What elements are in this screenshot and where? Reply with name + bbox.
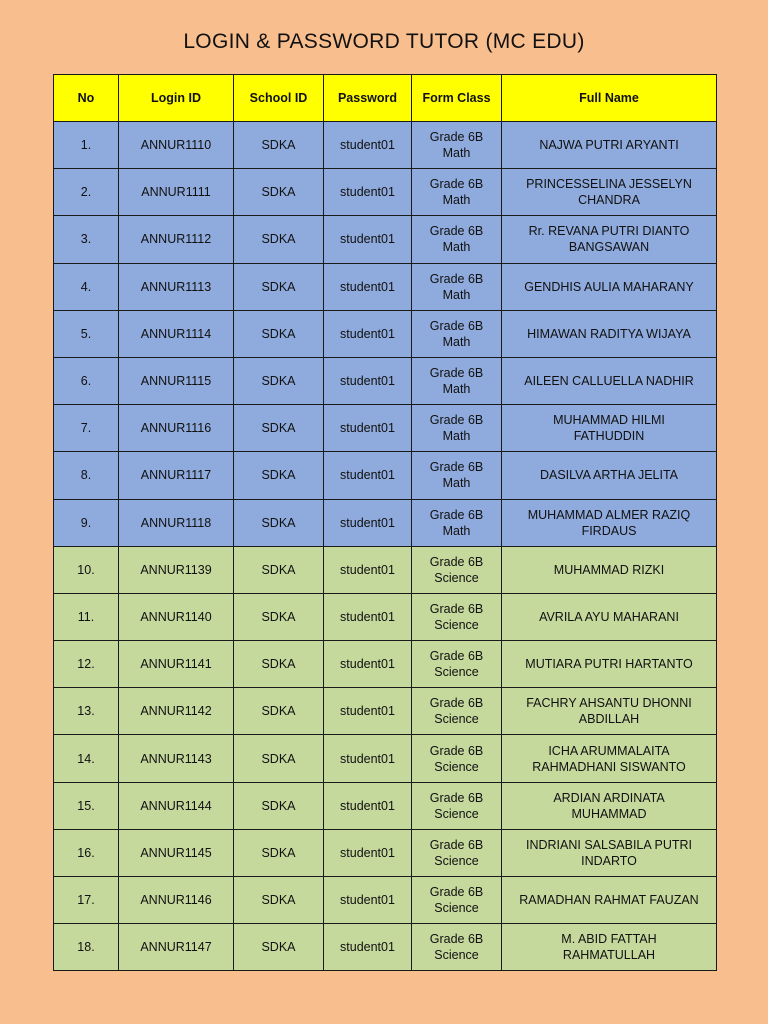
full-name-line: MUHAMMAD ALMER RAZIQ [527,507,691,522]
full-name [502,782,717,829]
full-name [502,829,717,876]
login-table [53,74,717,971]
school-id: SDKA [234,263,324,310]
password: student01 [324,641,412,688]
login-id: ANNUR1142 [119,688,234,735]
row-number: 2. [54,169,119,216]
form-class-line: Math [442,146,471,161]
full-name-line: MUHAMMAD [571,806,647,821]
form-class-line: Grade 6B [429,932,484,947]
full-name [502,263,717,310]
table-row [54,877,717,924]
full-name-line: Rr. REVANA PUTRI DIANTO [528,224,690,239]
form-class-line: Science [434,712,479,727]
password: student01 [324,877,412,924]
full-name [502,546,717,593]
form-class-line: Math [442,193,471,208]
password: student01 [324,357,412,404]
full-name-line: ABDILLAH [578,712,640,727]
header-form-class: Form Class [412,75,502,122]
header-no: No [54,75,119,122]
password: student01 [324,169,412,216]
school-id: SDKA [234,452,324,499]
form-class-line: Science [434,665,479,680]
password: student01 [324,452,412,499]
row-number: 6. [54,357,119,404]
full-name-line: MUHAMMAD HILMI [553,413,665,428]
full-name-line: BANGSAWAN [568,240,650,255]
table-header-row [54,75,717,122]
table-row [54,735,717,782]
full-name-line: RAMADHAN RAHMAT FAUZAN [519,893,699,908]
table-row [54,169,717,216]
school-id: SDKA [234,829,324,876]
row-number: 14. [54,735,119,782]
form-class-line: Science [434,759,479,774]
table-body [54,122,717,971]
form-class-line: Grade 6B [429,130,484,145]
school-id: SDKA [234,735,324,782]
form-class-line: Grade 6B [429,318,484,333]
login-id: ANNUR1111 [119,169,234,216]
form-class-line: Math [442,334,471,349]
full-name-line: DASILVA ARTHA JELITA [539,468,679,483]
full-name [502,169,717,216]
full-name [502,405,717,452]
header-full-name: Full Name [502,75,717,122]
full-name-line: MUTIARA PUTRI HARTANTO [525,657,693,672]
row-number: 12. [54,641,119,688]
form-class-line: Science [434,853,479,868]
full-name [502,735,717,782]
form-class-line: Grade 6B [429,177,484,192]
header-school-id: School ID [234,75,324,122]
login-id: ANNUR1145 [119,829,234,876]
full-name-line: CHANDRA [578,193,640,208]
full-name [502,216,717,263]
form-class-line: Grade 6B [429,837,484,852]
form-class [412,546,502,593]
row-number: 13. [54,688,119,735]
page-title: LOGIN & PASSWORD TUTOR (MC EDU) [183,30,585,53]
table-row [54,310,717,357]
form-class [412,357,502,404]
school-id: SDKA [234,877,324,924]
password: student01 [324,593,412,640]
form-class-line: Math [442,429,471,444]
row-number: 10. [54,546,119,593]
form-class-line: Math [442,240,471,255]
form-class-line: Grade 6B [429,366,484,381]
full-name-line: ARDIAN ARDINATA [553,790,665,805]
full-name-line: PRINCESSELINA JESSELYN [526,177,692,192]
form-class-line: Science [434,617,479,632]
table-row [54,216,717,263]
password: student01 [324,829,412,876]
form-class [412,877,502,924]
school-id: SDKA [234,122,324,169]
form-class-line: Grade 6B [429,507,484,522]
form-class-line: Grade 6B [429,743,484,758]
row-number: 4. [54,263,119,310]
row-number: 18. [54,924,119,971]
form-class-line: Grade 6B [429,885,484,900]
form-class [412,688,502,735]
login-id: ANNUR1144 [119,782,234,829]
table-row [54,829,717,876]
full-name-line: ICHA ARUMMALAITA [548,743,670,758]
login-id: ANNUR1118 [119,499,234,546]
login-id: ANNUR1117 [119,452,234,499]
row-number: 16. [54,829,119,876]
form-class-line: Math [442,287,471,302]
form-class-line: Science [434,901,479,916]
school-id: SDKA [234,405,324,452]
school-id: SDKA [234,310,324,357]
school-id: SDKA [234,593,324,640]
full-name-line: RAHMATULLAH [562,948,656,963]
form-class [412,924,502,971]
full-name-line: AVRILA AYU MAHARANI [539,609,679,624]
full-name [502,688,717,735]
form-class-line: Science [434,806,479,821]
table-row [54,593,717,640]
row-number: 1. [54,122,119,169]
form-class-line: Grade 6B [429,271,484,286]
full-name-line: MUHAMMAD RIZKI [553,562,665,577]
form-class [412,735,502,782]
row-number: 7. [54,405,119,452]
full-name-line: INDRIANI SALSABILA PUTRI [525,837,693,852]
password: student01 [324,924,412,971]
form-class-line: Math [442,382,471,397]
table-row [54,924,717,971]
full-name-line: FACHRY AHSANTU DHONNI [526,696,692,711]
header-password: Password [324,75,412,122]
row-number: 15. [54,782,119,829]
form-class [412,405,502,452]
login-id: ANNUR1110 [119,122,234,169]
login-id: ANNUR1112 [119,216,234,263]
full-name [502,452,717,499]
login-id: ANNUR1143 [119,735,234,782]
row-number: 17. [54,877,119,924]
login-id: ANNUR1147 [119,924,234,971]
form-class [412,829,502,876]
school-id: SDKA [234,641,324,688]
row-number: 11. [54,593,119,640]
full-name-line: GENDHIS AULIA MAHARANY [524,279,694,294]
school-id: SDKA [234,216,324,263]
full-name-line: FIRDAUS [581,523,637,538]
form-class-line: Grade 6B [429,413,484,428]
form-class [412,641,502,688]
table-row [54,641,717,688]
form-class-line: Grade 6B [429,790,484,805]
school-id: SDKA [234,499,324,546]
full-name [502,122,717,169]
form-class-line: Grade 6B [429,696,484,711]
password: student01 [324,310,412,357]
school-id: SDKA [234,688,324,735]
password: student01 [324,735,412,782]
form-class-line: Science [434,948,479,963]
full-name [502,924,717,971]
school-id: SDKA [234,546,324,593]
header-login-id: Login ID [119,75,234,122]
password: student01 [324,688,412,735]
full-name-line: M. ABID FATTAH [561,932,657,947]
form-class [412,499,502,546]
login-id: ANNUR1141 [119,641,234,688]
form-class [412,310,502,357]
login-id: ANNUR1115 [119,357,234,404]
table-row [54,546,717,593]
full-name [502,641,717,688]
form-class [412,782,502,829]
full-name-line: NAJWA PUTRI ARYANTI [539,138,679,153]
form-class-line: Grade 6B [429,601,484,616]
password: student01 [324,122,412,169]
school-id: SDKA [234,782,324,829]
form-class [412,452,502,499]
form-class-line: Math [442,523,471,538]
form-class [412,216,502,263]
school-id: SDKA [234,169,324,216]
login-id: ANNUR1116 [119,405,234,452]
row-number: 8. [54,452,119,499]
password: student01 [324,263,412,310]
row-number: 5. [54,310,119,357]
full-name [502,310,717,357]
full-name [502,877,717,924]
form-class [412,122,502,169]
form-class-line: Grade 6B [429,460,484,475]
password: student01 [324,499,412,546]
full-name-line: RAHMADHANI SISWANTO [532,759,686,774]
form-class [412,169,502,216]
login-id: ANNUR1140 [119,593,234,640]
password: student01 [324,546,412,593]
table-row [54,452,717,499]
row-number: 9. [54,499,119,546]
full-name-line: AILEEN CALLUELLA NADHIR [524,374,694,389]
table-row [54,499,717,546]
table-row [54,357,717,404]
password: student01 [324,405,412,452]
login-id: ANNUR1114 [119,310,234,357]
table-row [54,263,717,310]
full-name [502,499,717,546]
row-number: 3. [54,216,119,263]
full-name [502,357,717,404]
login-id: ANNUR1139 [119,546,234,593]
full-name-line: INDARTO [581,853,637,868]
form-class-line: Grade 6B [429,649,484,664]
table-row [54,122,717,169]
full-name-line: FATHUDDIN [573,429,645,444]
form-class-line: Math [442,476,471,491]
school-id: SDKA [234,357,324,404]
form-class [412,593,502,640]
login-id: ANNUR1146 [119,877,234,924]
password: student01 [324,216,412,263]
form-class-line: Science [434,570,479,585]
table-row [54,782,717,829]
form-class-line: Grade 6B [429,224,484,239]
table-row [54,688,717,735]
full-name-line: HIMAWAN RADITYA WIJAYA [527,326,691,341]
full-name [502,593,717,640]
form-class-line: Grade 6B [429,554,484,569]
login-id: ANNUR1113 [119,263,234,310]
table-row [54,405,717,452]
form-class [412,263,502,310]
password: student01 [324,782,412,829]
school-id: SDKA [234,924,324,971]
